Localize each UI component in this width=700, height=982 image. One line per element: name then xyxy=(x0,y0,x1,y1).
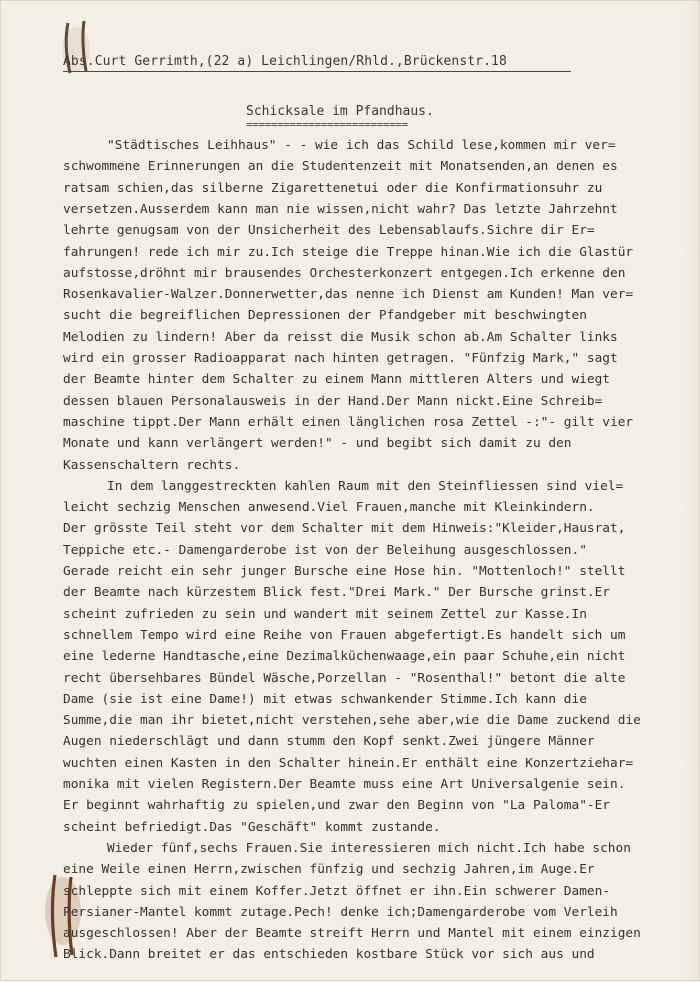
text-line: versetzen.Ausserdem kann man nie wissen,nicht wahr? Das letzte Jahrzehnt xyxy=(63,202,618,217)
text-line: sucht die begreiflichen Depressionen der Pfandgeber mit beschwingten xyxy=(63,308,587,323)
text-line: Rosenkavalier-Walzer.Donnerwetter,das nenne ich Dienst am Kunden! Man ver= xyxy=(63,287,634,302)
text-line: schleppte sich mit einem Koffer.Jetzt öffnet er ihn.Ein schwerer Damen- xyxy=(63,884,611,899)
text-line: Teppiche etc.- Damengarderobe ist von der Beleihung ausgeschlossen." xyxy=(63,543,587,558)
text-line: fahrungen! rede ich mir zu.Ich steige die Treppe hinan.Wie ich die Glastür xyxy=(63,245,634,260)
text-line: leicht sechzig Menschen anwesend.Viel Frauen,manche mit Kleinkindern. xyxy=(63,500,595,515)
text-line: Summe,die man ihr bietet,nicht verstehen,sehe aber,wie die Dame zuckend die xyxy=(63,713,641,728)
text-line: ratsam schien,das silberne Zigarettenetui oder die Konfirmationsuhr zu xyxy=(63,181,603,196)
title-underline: ========================== xyxy=(246,118,408,131)
text-line: ausgeschlossen! Aber der Beamte streift Herrn und Mantel mit einem einzigen xyxy=(63,926,641,941)
text-line: wird ein grosser Radioapparat nach hinten getragen. "Fünfzig Mark," sagt xyxy=(63,351,618,366)
text-line: Dame (sie ist eine Dame!) mit etwas schwankender Stimme.Ich kann die xyxy=(63,692,587,707)
text-line: Persianer-Mantel kommt zutage.Pech! denke ich;Damengarderobe vom Verleih xyxy=(63,905,618,920)
document-title: Schicksale im Pfandhaus. xyxy=(246,104,434,119)
text-line: der Beamte hinter dem Schalter zu einem Mann mittleren Alters und wiegt xyxy=(63,372,611,387)
text-line: Er beginnt wahrhaftig zu spielen,und zwar den Beginn von "La Paloma"-Er xyxy=(63,798,611,813)
text-line: eine lederne Handtasche,eine Dezimalküchenwaage,ein paar Schuhe,ein nicht xyxy=(63,649,626,664)
text-line: maschine tippt.Der Mann erhält einen länglichen rosa Zettel -:"- gilt vier xyxy=(63,415,634,430)
text-line: Monate und kann verlängert werden!" - und begibt sich damit zu den xyxy=(63,436,572,451)
sender-underline xyxy=(63,71,571,72)
text-line: monika mit vielen Registern.Der Beamte muss eine Art Universalgenie sein. xyxy=(63,777,626,792)
paper-edge-shadow xyxy=(685,1,699,982)
text-line: der Beamte nach kürzestem Blick fest."Drei Mark." Der Bursche grinst.Er xyxy=(63,585,611,600)
sender-address: Abs.Curt Gerrimth,(22 a) Leichlingen/Rhld.,Brückenstr.18 xyxy=(63,54,507,69)
text-line: eine Weile einen Herrn,zwischen fünfzig und sechzig Jahren,im Auge.Er xyxy=(63,862,595,877)
text-line: Melodien zu lindern! Aber da reisst die Musik schon ab.Am Schalter links xyxy=(63,330,618,345)
text-line: Augen niederschlägt und dann stumm den Kopf senkt.Zwei jüngere Männer xyxy=(63,734,595,749)
text-line: "Städtisches Leihhaus" - - wie ich das Schild lese,kommen mir ver= xyxy=(107,138,616,153)
text-line: schwommene Erinnerungen an die Studentenzeit mit Monatsenden,an denen es xyxy=(63,159,618,174)
text-line: lehrte genugsam von der Unsicherheit des Lebensablaufs.Sichre dir Er= xyxy=(63,223,595,238)
text-line: scheint zufrieden zu sein und wandert mit seinem Zettel zur Kasse.In xyxy=(63,607,587,622)
text-line: dessen blauen Personalausweis in der Hand.Der Mann nickt.Eine Schreib= xyxy=(63,394,603,409)
text-line: In dem langgestreckten kahlen Raum mit den Steinfliessen sind viel= xyxy=(107,479,624,494)
text-line: recht übersehbares Bündel Wäsche,Porzellan - "Rosenthal!" betont die alte xyxy=(63,671,626,686)
text-line: schnellem Tempo wird eine Reihe von Frauen abgefertigt.Es handelt sich um xyxy=(63,628,626,643)
text-line: Blick.Dann breitet er das entschieden kostbare Stück vor sich aus und xyxy=(63,947,595,962)
text-line: Gerade reicht ein sehr junger Bursche eine Hose hin. "Mottenloch!" stellt xyxy=(63,564,626,579)
text-line: wuchten einen Kasten in den Schalter hinein.Er enthält eine Konzertziehar= xyxy=(63,756,634,771)
text-line: aufstosse,dröhnt mir brausendes Orchesterkonzert entgegen.Ich erkenne den xyxy=(63,266,626,281)
text-line: Kassenschaltern rechts. xyxy=(63,458,241,473)
text-line: Wieder fünf,sechs Frauen.Sie interessieren mich nicht.Ich habe schon xyxy=(107,841,631,856)
text-line: scheint befriedigt.Das "Geschäft" kommt zustande. xyxy=(63,820,441,835)
text-line: Der grösste Teil steht vor dem Schalter mit dem Hinweis:"Kleider,Hausrat, xyxy=(63,521,626,536)
